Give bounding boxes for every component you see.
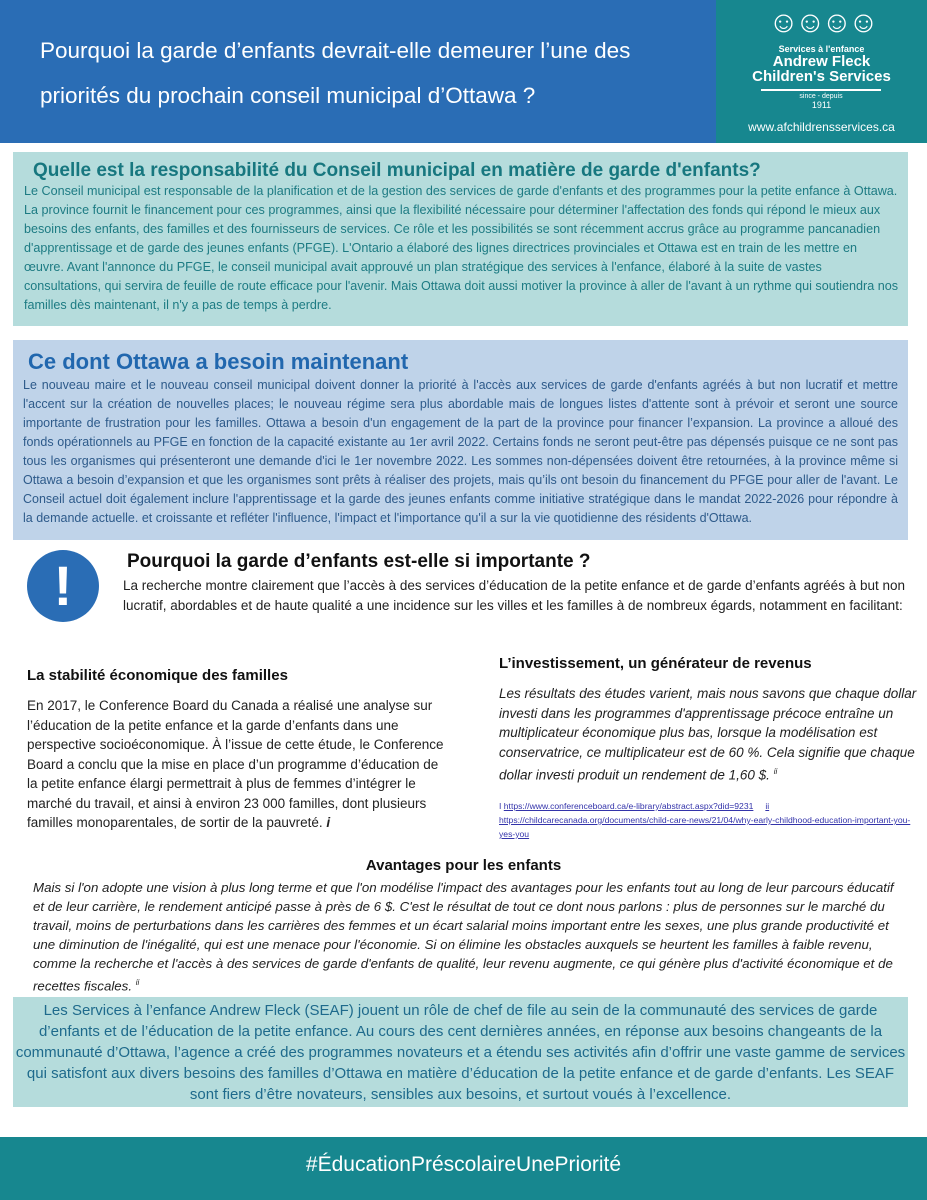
reference-mark[interactable]: ii: [765, 801, 770, 811]
seaf-section: [13, 997, 908, 1107]
column-body: Les résultats des études varient, mais nous savons que chaque dollar investi dans les programmes d'apprentissage précoce entraîne un multiplicateur économique plus bas, lorsque la modélisation est conservatrice, ce multiplicateur est de 60 %. Cela signifie que chaque dollar investi produit un rendement de 1,60 $. $^{ii}$: [499, 686, 917, 783]
section-heading: Pourquoi la garde d’enfants est-elle si importante ?: [127, 551, 591, 572]
logo: [716, 0, 927, 143]
logo-line1: Services à l'enfance: [778, 44, 865, 54]
section-body: Les Services à l’enfance Andrew Fleck (SEAF) jouent un rôle de chef de file au sein de la communauté des services de garde d’enfants et de l’éducation de la petite enfance. Au cours des cent dernières années, en réponse aux besoins changeants de la communauté d’Ottawa, l’agence a créé des programmes novateurs et a étendu ses activités afin d’offrir une vaste gamme de services qui satisfont aux divers besoins des familles d’Ottawa en matière d’éducation de la petite enfance et de garde d’enfants. Les SEAF sont fiers d’être novateurs, sensibles aux besoins, et surtout voués à l’excellence.: [15, 1002, 906, 1103]
responsabilite-section: [13, 152, 908, 326]
besoin-section: [13, 340, 908, 540]
section-body: Mais si l'on adopte une vision à plus long terme et que l'on modélise l'impact des avantages pour les enfants tout au long de leur parcours éducatif et de leur carrière, le rendement anticipé passe à près de 6 $. C'est le résultat de tout ce dont nous parlons : plus de personnes sur le marché du travail, moins de perturbations dans les carrières des femmes et un écart salarial moins important entre les sexes, une plus grande productivité et une diminution de l'inégalité, qui est une menace pour l'économie. Si on élimine les obstacles auxquels se heurtent les familles à faible revenu, comme la recherche et l'accès à des services de garde d'enfants de qualité, leur revenu augmente, ce qui génère plus d'activité économique et de recettes fiscales. $^{ii}$: [33, 880, 894, 994]
column-body: En 2017, le Conference Board du Canada a réalisé une analyse sur l’éducation de la petite enfance et la garde d’enfants dans une perspective socioéconomique. À l’issue de cette étude, le Conference Board a conclu que la mise en place d’un programme d’éducation de la petite enfance élargi permettrait à plus de femmes d’intégrer le marché du travail, et ainsi à environ 23 000 familles, dont plusieurs familles monoparentales, de sortir de la pauvreté. i: [27, 698, 444, 830]
children-drawing-icon: ☺☺☺☺: [768, 6, 875, 39]
section-body: Le Conseil municipal est responsable de la planification et de la gestion des services de garde d'enfants et des programmes pour la petite enfance à Ottawa. La province fournit le financement pour ces programmes, ainsi que la flexibilité nécessaire pour déterminer l'affectation des fonds qui répond le mieux aux besoins des enfants, des familles et des fournisseurs de services. Ce rôle et les possibilités se sont récemment accrus grâce au programme pancanadien d'apprentissage et de garde des jeunes enfants (PFGE). L'Ontario a élaboré des lignes directrices provinciales et Ottawa est en train de les mettre en œuvre. Avant l'annonce du PFGE, le conseil municipal avait approuvé un plan stratégique des services à l'enfance, élaboré à la suite de vastes consultations, qui servira de feuille de route efficace pour l'avenir. Mais Ottawa doit aussi motiver la province à aller de l'avant à un rythme qui soutiendra nos familles dès maintenant, il n'y a pas de temps à perdre.: [24, 184, 899, 312]
references: I https://www.conferenceboard.ca/e-library/abstract.aspx?did=9231 ii https://childcarecanada.org/documents/child-care-news/21/04/why-early-childhood-education-important-you-yes-you: [499, 801, 911, 839]
reference-link[interactable]: https://childcarecanada.org/documents/child-care-news/21/04/why-early-childhood-education-important-you-yes-you: [499, 815, 911, 839]
logo-line2: Andrew Fleck: [772, 53, 871, 70]
section-heading: Quelle est la responsabilité du Conseil municipal en matière de garde d'enfants?: [33, 160, 761, 181]
section-heading: Ce dont Ottawa a besoin maintenant: [28, 349, 409, 374]
logo-line3: Children's Services: [752, 68, 891, 85]
header-title: Pourquoi la garde d’enfants devrait-elle demeurer l’une des priorités du prochain conseil municipal d’Ottawa ?: [0, 0, 716, 143]
column-heading: L’investissement, un générateur de revenus: [499, 655, 812, 672]
section-heading: Avantages pour les enfants: [365, 857, 562, 874]
section-body: La recherche montre clairement que l’accès à des services d’éducation de la petite enfance et de garde d’enfants agréés à but non lucratif, abordables et de haute qualité a une incidence sur les villes et les familles à de nombreux égards, notamment en facilitant:: [123, 578, 905, 613]
website-link[interactable]: www.afchildrensservices.ca: [748, 120, 895, 134]
stabilite-column: [27, 667, 447, 833]
section-body: Le nouveau maire et le nouveau conseil municipal doivent donner la priorité à l'accès aux services de garde d'enfants agréés à but non lucratif et mettre l'accent sur la création de nouvelles places; le nouveau régime sera plus abordable mais de longues listes d'attente sont à prévoir et seront une source importante de frustration pour les familles. Ottawa a besoin d'un engagement de la part de la province pour financer l’expansion. La province a alloué des fonds opérationnels au PFGE en fonction de la capacité existante au 1er avril 2022. Certains fonds ne seront peut-être pas dépensés puisque ce ne sont pas tous les organismes qui présenteront une demande d'ici le 1er novembre 2022. Les sommes non-dépensées doivent être retournées, à la province même si Ottawa a besoin d’expansion et que les organismes sont prêts à réaliser des projets, mais qu’ils ont besoin du financement du PFGE pour aller de l'avant. Le Conseil actuel doit également inclure l'apprentissage et la garde des jeunes enfants comme initiative stratégique dans le mandat 2022-2026 pour répondre à la demande actuelle. et croissante et refléter l'influence, l'impact et l'importance qu'il a sur la vie quotidienne des résidents d'Ottawa.: [23, 378, 898, 525]
investissement-column: [499, 655, 919, 841]
logo-since: since - depuis: [761, 89, 881, 100]
footer-hashtag: #ÉducationPréscolaireUnePriorité: [0, 1137, 927, 1200]
column-heading: La stabilité économique des familles: [27, 667, 288, 684]
logo-year: 1911: [811, 100, 832, 110]
exclamation-icon: !: [27, 550, 99, 622]
reference-link[interactable]: https://www.conferenceboard.ca/e-library/abstract.aspx?did=9231: [503, 801, 754, 811]
